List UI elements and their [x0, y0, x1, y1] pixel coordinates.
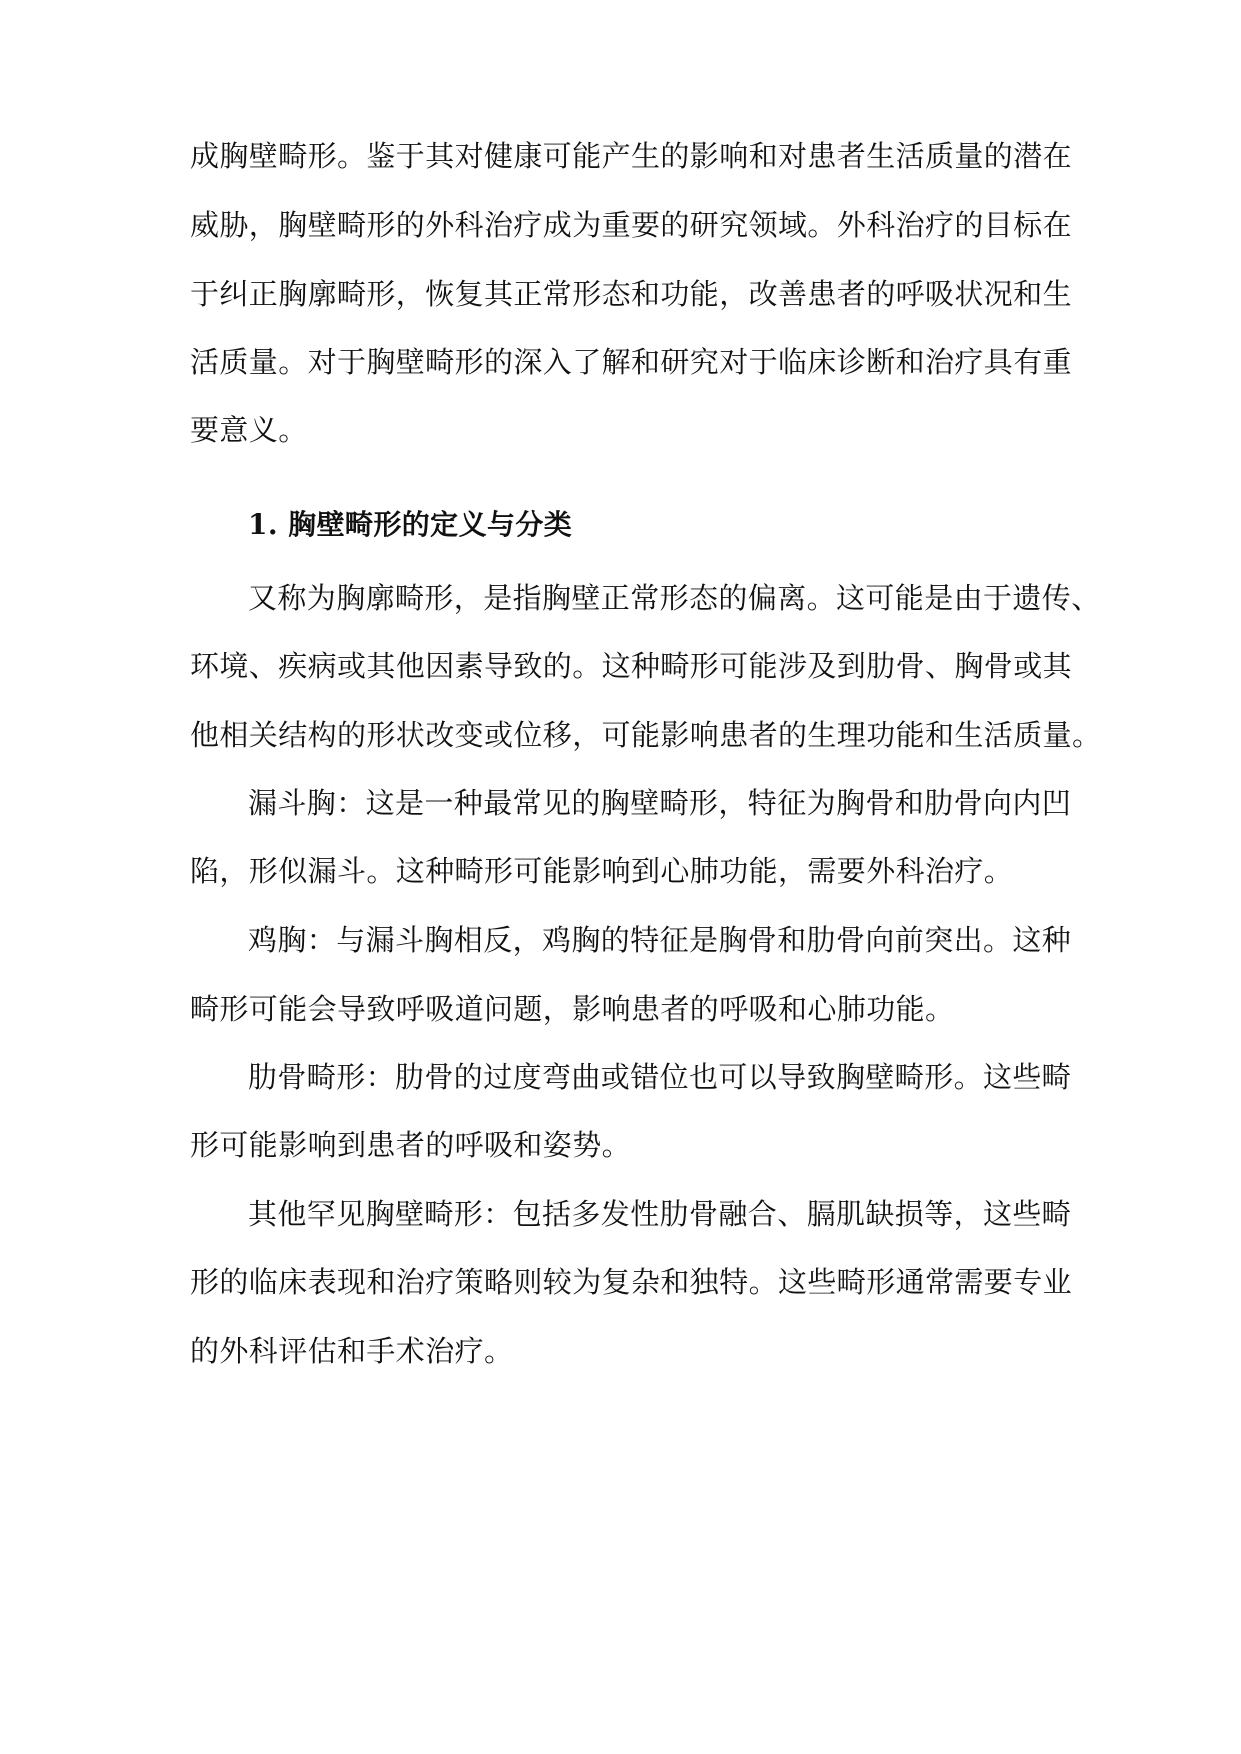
- intro-line-1: 成胸壁畸形。鉴于其对健康可能产生的影响和对患者生活质量的潜在: [190, 139, 1073, 173]
- intro-line-4: 活质量。对于胸壁畸形的深入了解和研究对于临床诊断和治疗具有重: [190, 345, 1073, 379]
- definition-line-1: 又称为胸廓畸形，是指胸壁正常形态的偏离。这可能是由于遗传、: [248, 581, 1101, 615]
- rare-deformity-line-3: 的外科评估和手术治疗。: [190, 1334, 514, 1368]
- definition-line-3: 他相关结构的形状改变或位移，可能影响患者的生理功能和生活质量。: [190, 718, 1102, 752]
- pectus-excavatum-line-2: 陷，形似漏斗。这种畸形可能影响到心肺功能，需要外科治疗。: [190, 854, 1014, 888]
- intro-line-2: 威胁，胸壁畸形的外科治疗成为重要的研究领域。外科治疗的目标在: [190, 208, 1073, 242]
- rib-deformity-line-2: 形可能影响到患者的呼吸和姿势。: [190, 1128, 632, 1162]
- pectus-carinatum-line-1: 鸡胸：与漏斗胸相反，鸡胸的特征是胸骨和肋骨向前突出。这种: [248, 923, 1072, 957]
- rare-deformity-line-2: 形的临床表现和治疗策略则较为复杂和独特。这些畸形通常需要专业: [190, 1265, 1073, 1299]
- pectus-carinatum-line-2: 畸形可能会导致呼吸道问题，影响患者的呼吸和心肺功能。: [190, 992, 955, 1026]
- rib-deformity-line-1: 肋骨畸形：肋骨的过度弯曲或错位也可以导致胸壁畸形。这些畸: [248, 1060, 1072, 1094]
- definition-line-2: 环境、疾病或其他因素导致的。这种畸形可能涉及到肋骨、胸骨或其: [190, 649, 1073, 683]
- intro-line-3: 于纠正胸廓畸形，恢复其正常形态和功能，改善患者的呼吸状况和生: [190, 277, 1073, 311]
- rare-deformity-line-1: 其他罕见胸壁畸形：包括多发性肋骨融合、膈肌缺损等，这些畸: [248, 1197, 1072, 1231]
- pectus-excavatum-line-1: 漏斗胸：这是一种最常见的胸壁畸形，特征为胸骨和肋骨向内凹: [248, 786, 1072, 820]
- intro-line-5: 要意义。: [190, 413, 308, 447]
- section-heading: 1. 胸壁畸形的定义与分类: [248, 508, 573, 541]
